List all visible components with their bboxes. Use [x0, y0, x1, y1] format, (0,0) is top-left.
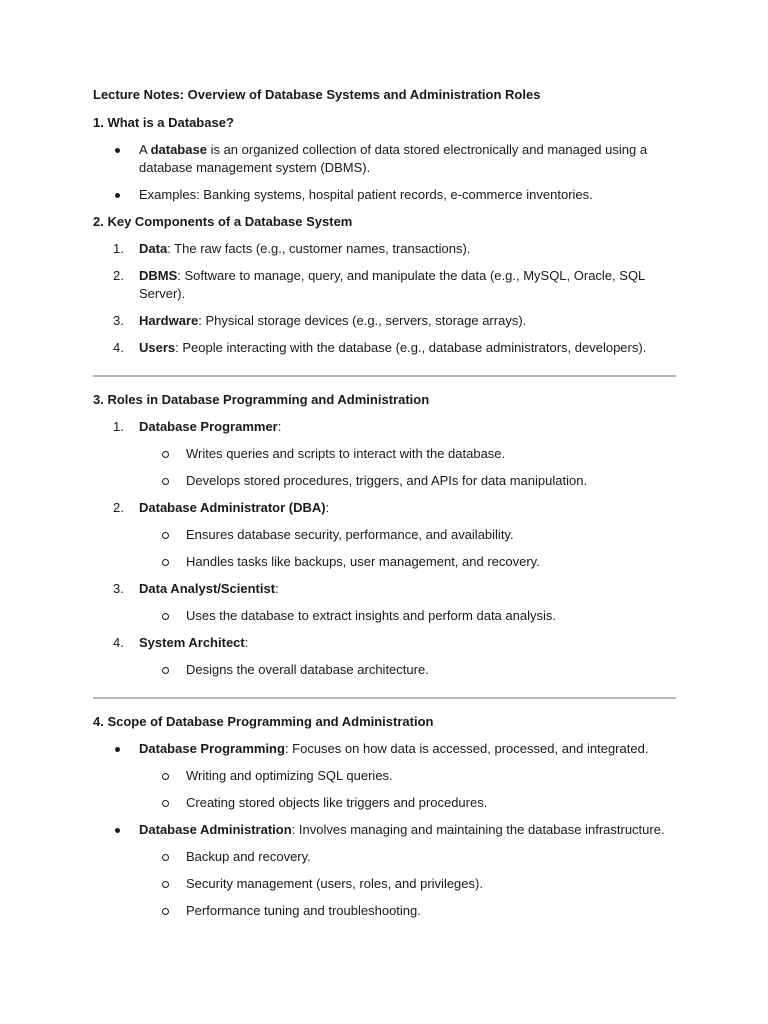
sub-list-item: Performance tuning and troubleshooting. — [93, 902, 676, 920]
section-4-list — [93, 740, 676, 920]
circle-bullet-icon — [162, 451, 169, 458]
circle-bullet-icon — [162, 773, 169, 780]
section-1-list — [93, 141, 676, 204]
circle-bullet-icon — [162, 532, 169, 539]
horizontal-divider — [93, 697, 676, 699]
section-4-heading: 4. Scope of Database Programming and Administration — [93, 714, 434, 729]
bullet-icon — [115, 193, 120, 198]
sub-list-item: Handles tasks like backups, user management, and recovery. — [93, 553, 676, 571]
sub-list-item: Creating stored objects like triggers and procedures. — [93, 794, 676, 812]
circle-bullet-icon — [162, 881, 169, 888]
sub-list-item: Develops stored procedures, triggers, and APIs for data manipulation. — [93, 472, 676, 490]
list-item: A database is an organized collection of data stored electronically and managed using a database management system (DBMS). — [93, 141, 676, 177]
list-item: 4. System Architect: — [113, 635, 249, 650]
sub-list-item: Writing and optimizing SQL queries. — [93, 767, 676, 785]
document-page — [93, 86, 676, 929]
sub-list-item: Uses the database to extract insights and perform data analysis. — [93, 607, 676, 625]
bullet-icon — [115, 747, 120, 752]
list-item: Database Administration: Involves managing and maintaining the database infrastructure. — [93, 821, 676, 839]
sub-list-item: Security management (users, roles, and privileges). — [93, 875, 676, 893]
list-item: 3. Data Analyst/Scientist: — [113, 581, 279, 596]
circle-bullet-icon — [162, 559, 169, 566]
document-title: Lecture Notes: Overview of Database Systems and Administration Roles — [93, 87, 541, 102]
circle-bullet-icon — [162, 854, 169, 861]
sub-list-item: Writes queries and scripts to interact with the database. — [93, 445, 676, 463]
circle-bullet-icon — [162, 613, 169, 620]
circle-bullet-icon — [162, 908, 169, 915]
bullet-icon — [115, 828, 120, 833]
section-3-list — [93, 418, 676, 679]
section-2-heading: 2. Key Components of a Database System — [93, 214, 353, 229]
list-item: 2. Database Administrator (DBA): — [113, 500, 330, 515]
section-2-list — [93, 240, 676, 357]
list-item: Examples: Banking systems, hospital patient records, e-commerce inventories. — [93, 186, 676, 204]
section-1-heading: 1. What is a Database? — [93, 115, 234, 130]
list-item: Database Programming: Focuses on how data is accessed, processed, and integrated. — [93, 740, 676, 758]
circle-bullet-icon — [162, 800, 169, 807]
section-3-heading: 3. Roles in Database Programming and Administration — [93, 392, 430, 407]
horizontal-divider — [93, 375, 676, 377]
sub-list-item: Backup and recovery. — [93, 848, 676, 866]
bullet-icon — [115, 148, 120, 153]
circle-bullet-icon — [162, 667, 169, 674]
circle-bullet-icon — [162, 478, 169, 485]
sub-list-item: Designs the overall database architecture. — [93, 661, 676, 679]
list-item: 1. Database Programmer: — [113, 419, 282, 434]
sub-list-item: Ensures database security, performance, and availability. — [93, 526, 676, 544]
list-item: 2. DBMS: Software to manage, query, and manipulate the data (e.g., MySQL, Oracle, SQL Server). — [113, 268, 645, 301]
list-item: 3. Hardware: Physical storage devices (e.g., servers, storage arrays). — [113, 313, 527, 328]
list-item: 4. Users: People interacting with the database (e.g., database administrators, developers). — [113, 340, 647, 355]
list-item: 1. Data: The raw facts (e.g., customer names, transactions). — [113, 241, 471, 256]
